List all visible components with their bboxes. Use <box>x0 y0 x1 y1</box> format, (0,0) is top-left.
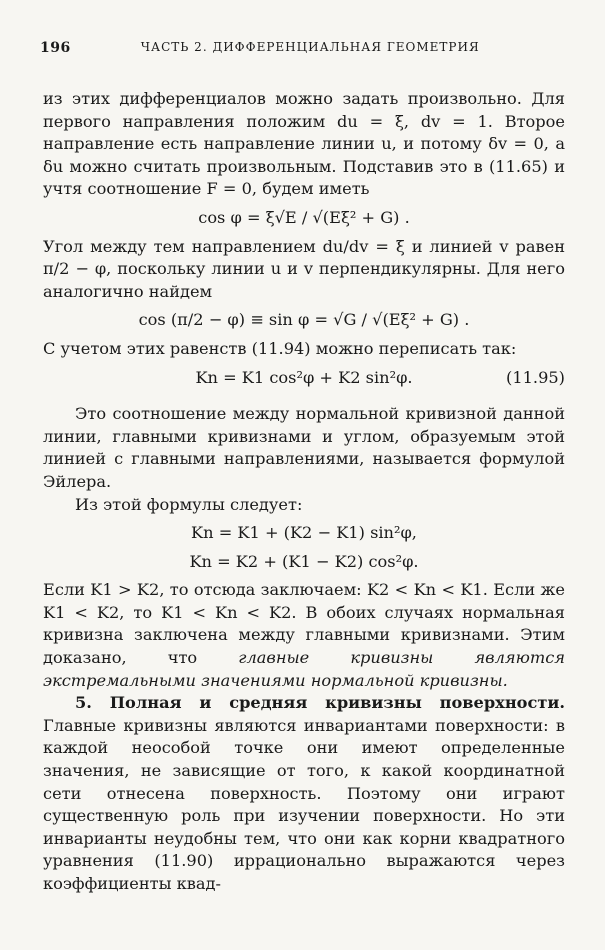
formula-euler <box>43 367 565 390</box>
formula-euler-body: Kn = K1 cos²φ + K2 sin²φ. <box>195 367 413 387</box>
running-title: ЧАСТЬ 2. ДИФФЕРЕНЦИАЛЬНАЯ ГЕОМЕТРИЯ <box>140 40 480 54</box>
paragraph-5: Из этой формулы следует: <box>75 494 303 514</box>
page-number: 196 <box>40 40 71 56</box>
formula-kn-1: Kn = K1 + (K2 − K1) sin²φ, <box>191 523 417 543</box>
section-5 <box>43 692 565 895</box>
paragraph-6-text: Если K1 > K2, то отсюда заключаем: K2 < Kn < K1. Если же K1 < K2, то K1 < Kn < K2. В обоих случаях нормальная кривизна заключена между главными кривизнами. Этим доказано, что <box>43 580 565 668</box>
paragraph-6-italic: главные кривизны являются экстремальными значениями нормальной кривизны. <box>43 648 565 690</box>
paragraph-1: из этих дифференциалов можно задать произвольно. Для первого направления положим du = ξ, dv = 1. Второе направление есть направление линии u, и потому δv = 0, а δu можно считать произвольным. Подставив это в (11.65) и учтя соотношение F = 0, будем иметь <box>43 89 565 199</box>
paragraph-6 <box>43 579 565 692</box>
paragraph-4: Это соотношение между нормальной кривизной данной линии, главными кривизнами и углом, образуемым этой линией с главными направлениями, называется формулой Эйлера. <box>43 404 565 491</box>
section-5-heading: 5. Полная и средняя кривизны поверхности. <box>75 693 565 713</box>
paragraph-3: С учетом этих равенств (11.94) можно переписать так: <box>43 338 517 358</box>
formula-kn-2: Kn = K2 + (K1 − K2) cos²φ. <box>189 551 419 571</box>
page-header <box>40 40 565 56</box>
formula-cos-complement: cos (π/2 − φ) ≡ sin φ = √G / √(Eξ² + G) . <box>138 310 470 330</box>
paragraph-2: Угол между тем направлением du/dv = ξ и линией v равен π/2 − φ, поскольку линии u и v перпендикулярны. Для него аналогично найдем <box>43 236 565 301</box>
formula-cos-phi: cos φ = ξ√E / √(Eξ² + G) . <box>198 207 410 227</box>
equation-number: (11.95) <box>506 367 565 387</box>
page-body <box>43 88 565 896</box>
section-5-text: Главные кривизны являются инвариантами поверхности: в каждой неособой точке они имеют определенные значения, не зависящие от того, к какой координатной сети отнесена поверхность. Поэтому они играют существенную роль при изучении поверхности. Но эти инварианты неудобны тем, что они как корни квадратного уравнения (11.90) иррационально выражаются через коэффициенты квад- <box>43 715 565 893</box>
